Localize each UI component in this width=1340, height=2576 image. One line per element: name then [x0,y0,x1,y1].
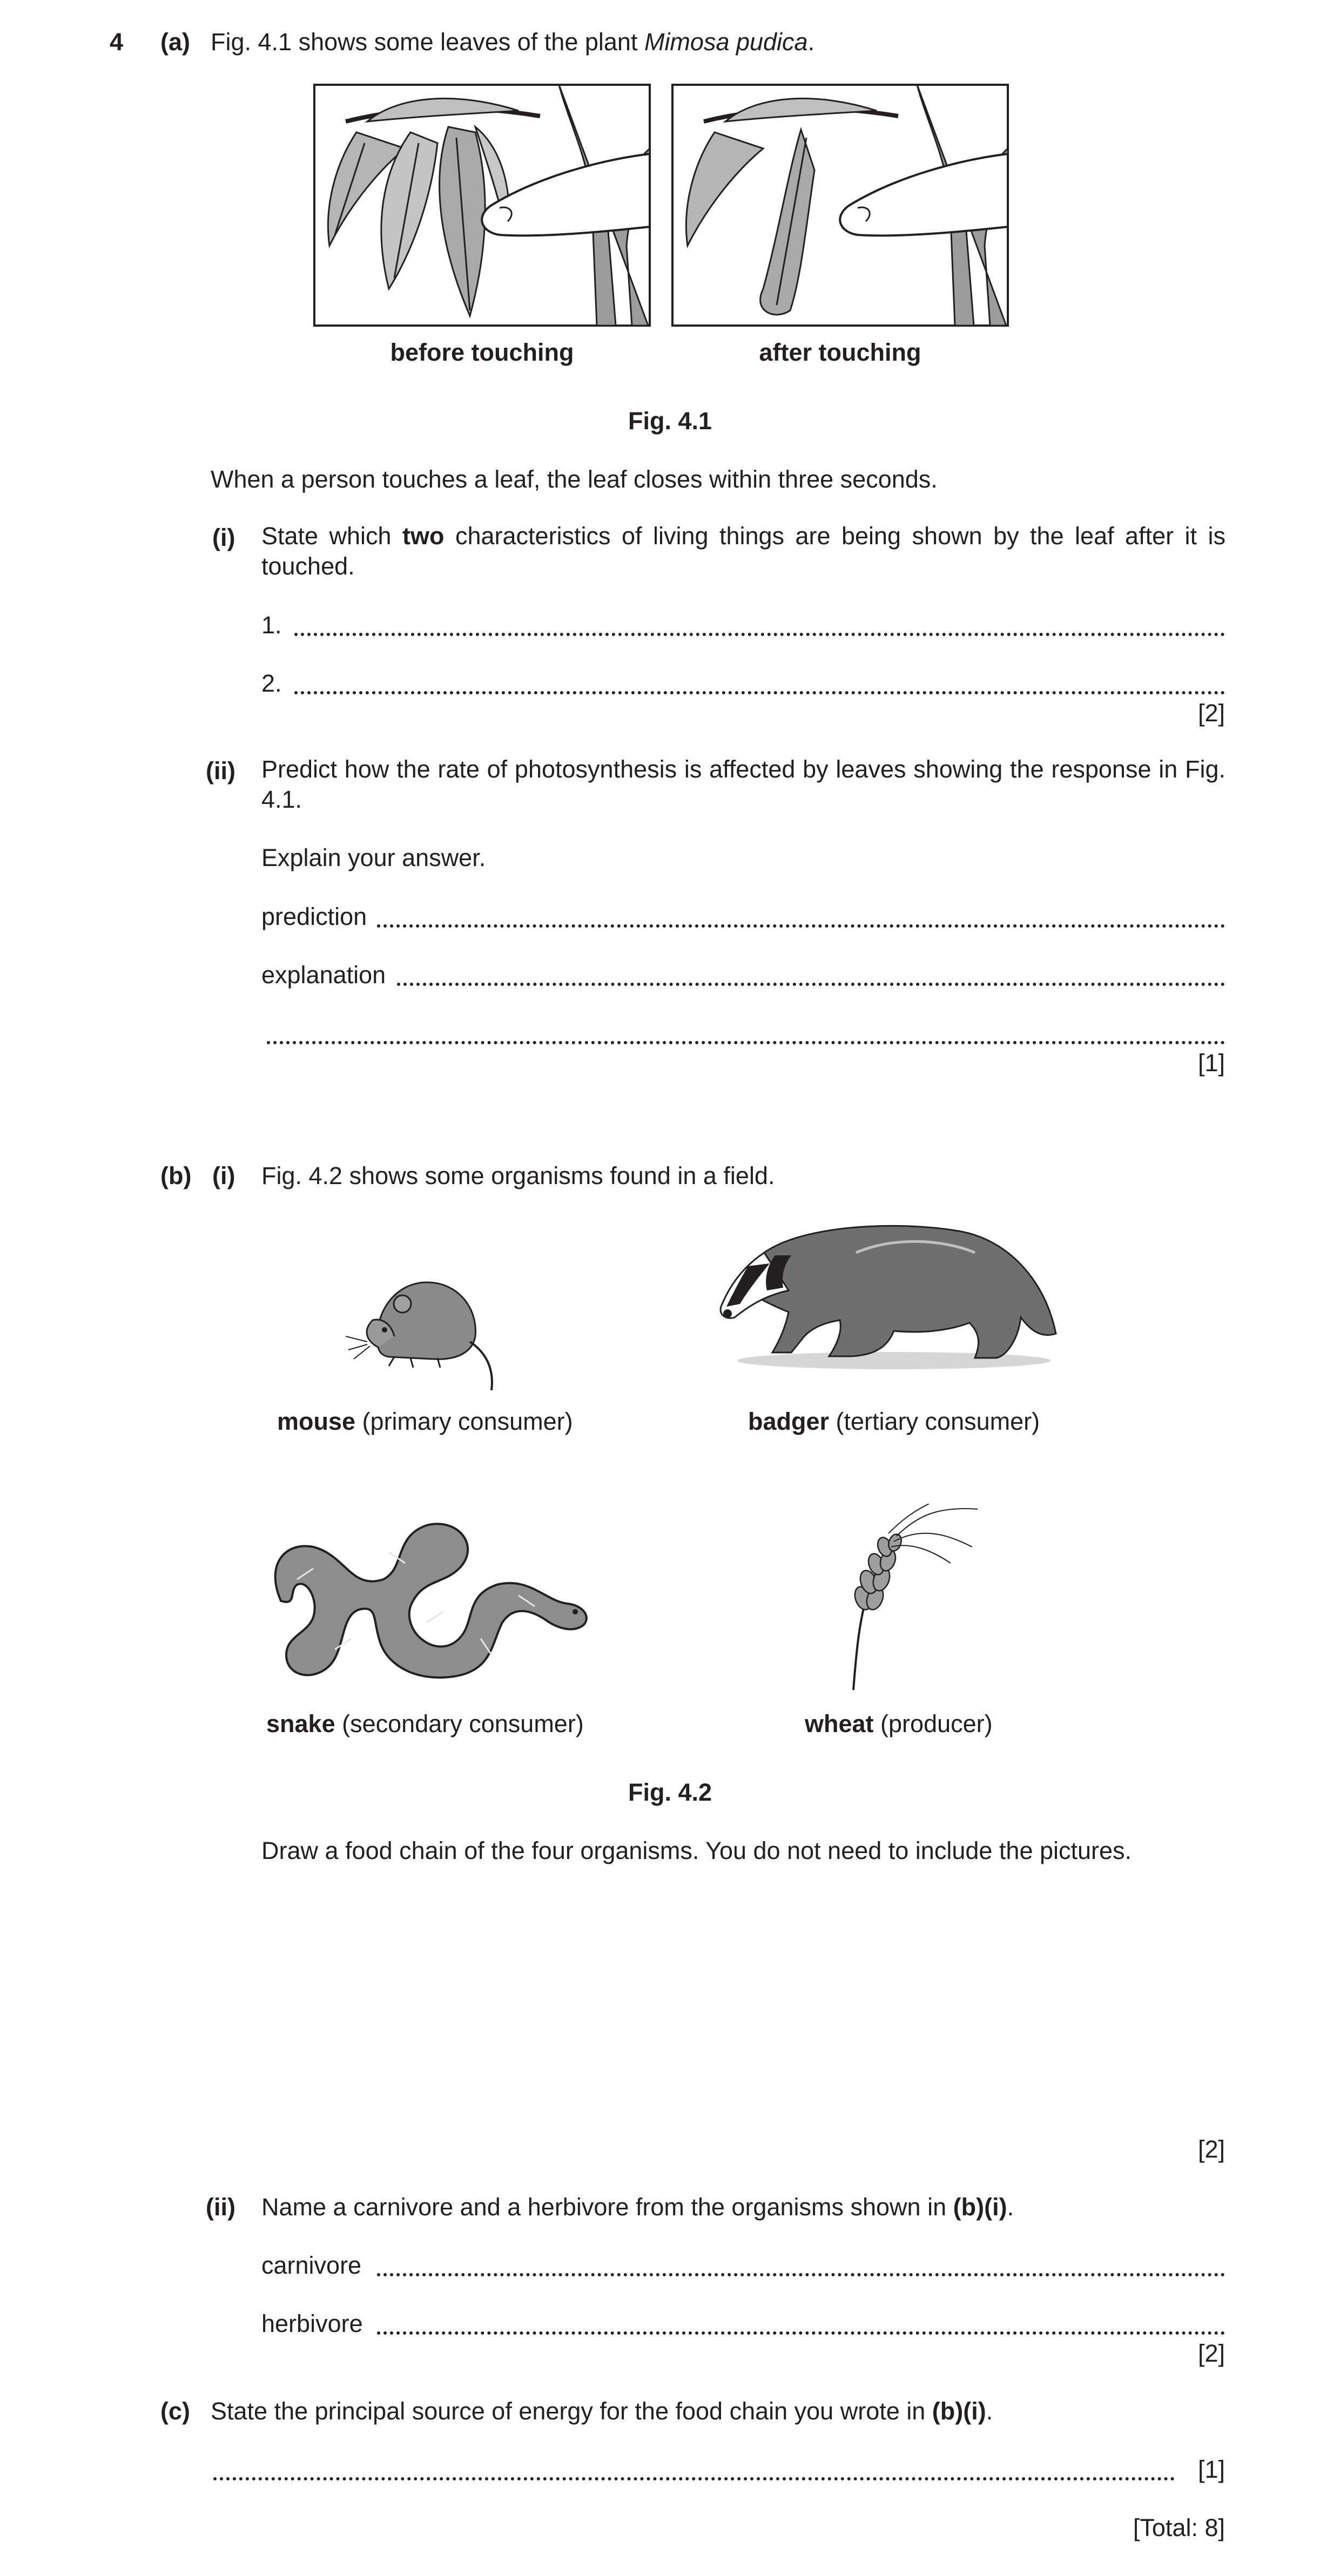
answer-line-2-number: 2. [261,670,282,697]
part-a-label: (a) [160,28,190,56]
organism-wheat-label [805,1712,993,1736]
marks-c: [1] [1197,2456,1225,2483]
fig-4-2-label: Fig. 4.2 [628,1779,712,1806]
part-a-intro [211,30,814,54]
carnivore-line[interactable] [377,2270,1225,2276]
plant-name: Mimosa pudica [644,28,808,56]
figure-before-touching [313,84,651,327]
part-a-intro-end: . [807,28,815,56]
organism-snake-label [266,1712,584,1736]
part-a-i-text-before: State which [261,522,392,550]
herbivore-line[interactable] [377,2329,1225,2335]
organism-wheat-name: wheat [805,1710,874,1737]
answer-line-1[interactable] [294,630,1225,636]
marks-b-ii: [2] [1197,2340,1225,2367]
mouse-illustration [346,1266,502,1390]
herbivore-label: herbivore [261,2310,363,2337]
organism-badger-role: (tertiary consumer) [836,1408,1040,1435]
snake-illustration [265,1515,600,1687]
marks-a-ii: [1] [1197,1049,1225,1077]
part-a-i-text-bold: two [402,522,445,550]
organism-wheat-role: (producer) [880,1710,993,1737]
fig-4-1-label: Fig. 4.1 [628,407,712,435]
prediction-line[interactable] [377,922,1225,928]
part-b-ii-text-bold: (b)(i) [953,2193,1007,2221]
organism-snake-role: (secondary consumer) [342,1710,584,1737]
part-b-i-label: (i) [212,1162,235,1189]
part-c-text-bold: (b)(i) [932,2397,986,2425]
organism-badger-name: badger [748,1408,830,1435]
explanation-label: explanation [261,961,386,989]
statement: When a person touches a leaf, the leaf closes within three seconds. [211,465,938,493]
part-a-intro-text: Fig. 4.1 shows some leaves of the plant [211,28,638,56]
explain-instruction: Explain your answer. [261,844,486,871]
part-a-i-question [261,521,1225,582]
part-a-i-label: (i) [212,524,235,551]
caption-after-touching: after touching [759,339,921,366]
organism-mouse-name: mouse [277,1408,356,1435]
prediction-label: prediction [261,903,367,930]
carnivore-label: carnivore [261,2252,362,2279]
part-b-ii-label: (ii) [206,2193,235,2221]
organism-mouse-label [277,1409,573,1434]
figure-after-touching [671,84,1009,327]
part-b-i-intro: Fig. 4.2 shows some organisms found in a field. [261,1162,775,1189]
part-c-question [211,2399,993,2423]
energy-source-line[interactable] [213,2474,1175,2480]
organism-mouse-role: (primary consumer) [362,1408,573,1435]
part-b-ii-question [261,2195,1014,2219]
food-chain-drawing-area[interactable] [261,1879,1225,2117]
part-c-text-after: . [986,2397,993,2425]
badger-illustration [716,1215,1061,1377]
marks-b-i: [2] [1197,2135,1225,2163]
organism-snake-name: snake [266,1710,335,1737]
part-c-text-before: State the principal source of energy for the food chain you wrote in [211,2397,926,2425]
food-chain-instruction: Draw a food chain of the four organisms. You do not need to include the pictures. [261,1837,1132,1864]
marks-a-i: [2] [1197,699,1225,727]
total-marks: [Total: 8] [1133,2514,1225,2541]
wheat-illustration [843,1504,983,1693]
caption-before-touching: before touching [390,339,574,366]
answer-line-1-number: 1. [261,611,282,639]
part-b-ii-text-after: . [1007,2193,1014,2221]
part-b-ii-text-before: Name a carnivore and a herbivore from the organisms shown in [261,2193,947,2221]
part-a-i-text-after: characteristics of living things are being shown by the leaf after it is touched. [261,522,1225,580]
explanation-line-2[interactable] [267,1038,1225,1044]
organism-badger-label [748,1409,1040,1434]
explanation-line-1[interactable] [397,980,1225,986]
part-b-label: (b) [160,1162,192,1189]
part-a-ii-label: (ii) [206,757,235,785]
part-a-ii-question: Predict how the rate of photosynthesis is affected by leaves showing the response in Fig. 4.1. [261,755,1225,813]
part-c-label: (c) [160,2397,190,2425]
question-number: 4 [110,28,124,56]
answer-line-2[interactable] [294,688,1225,694]
